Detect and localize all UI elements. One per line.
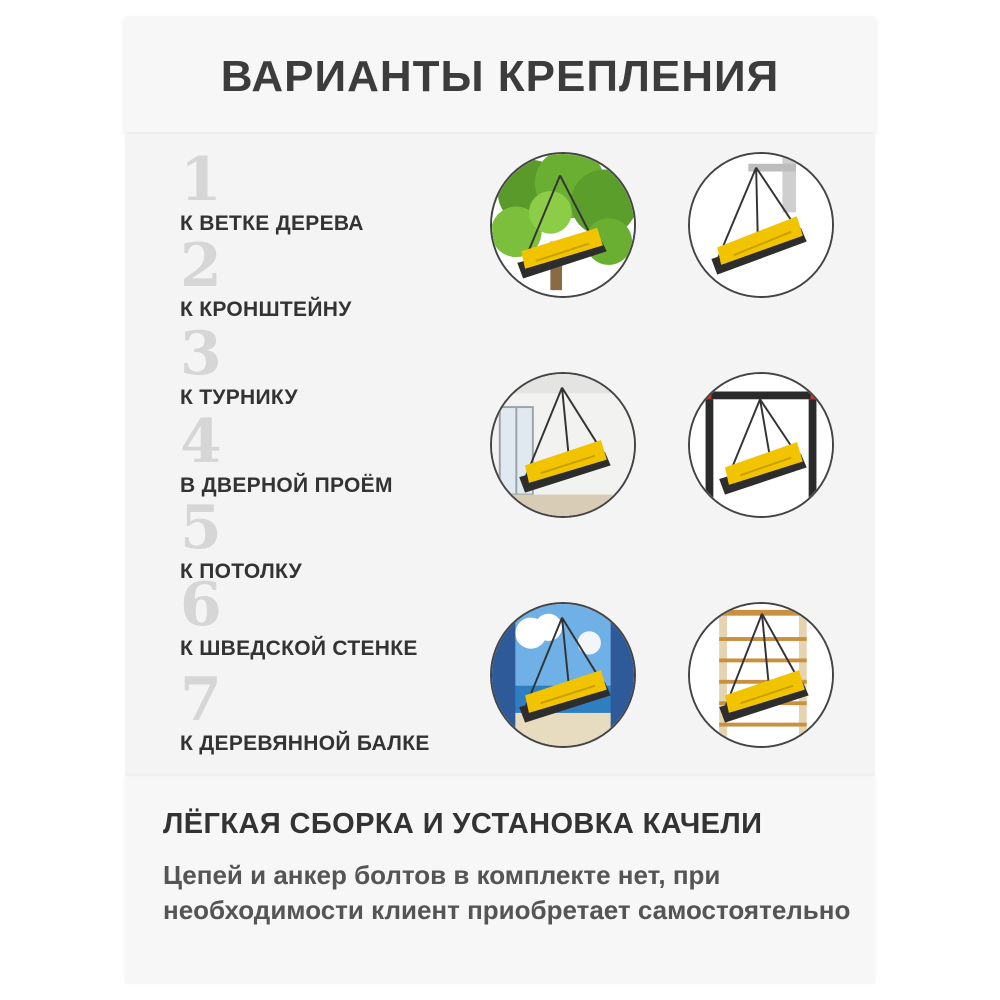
option-5 [180,493,500,584]
option-label: К ВЕТКЕ ДЕРЕВА [180,212,364,235]
option-number: 1 [180,145,222,215]
footer-text: Цепей и анкер болтов в комплекте нет, при необходимости клиент приобретает самостоятельно [163,860,851,925]
sea-view-photo [490,602,636,748]
option-label: К ДЕРЕВЯННОЙ БАЛКЕ [180,732,430,755]
option-label: К ТУРНИКУ [180,386,298,409]
option-4 [180,407,500,498]
option-label: К ШВЕДСКОЙ СТЕНКЕ [180,637,418,660]
option-number: 6 [180,570,222,640]
option-number: 4 [180,407,222,477]
tree-branch-photo [490,152,636,298]
wall-bars-photo [688,602,834,748]
option-7 [180,665,500,756]
option-label: К ПОТОЛКУ [180,560,303,583]
option-2 [180,231,500,322]
option-number: 5 [180,493,222,563]
option-label: В ДВЕРНОЙ ПРОЁМ [180,474,393,497]
option-label: К КРОНШТЕЙНУ [180,298,352,321]
option-1 [180,145,500,236]
page-title: ВАРИАНТЫ КРЕПЛЕНИЯ [220,52,780,101]
ceiling-room-photo [490,372,636,518]
option-number: 3 [180,319,222,389]
footer-title: ЛЁГКАЯ СБОРКА И УСТАНОВКА КАЧЕЛИ [163,808,763,840]
wall-bracket-photo [688,152,834,298]
option-3 [180,319,500,410]
pull-up-bar-photo [688,372,834,518]
option-number: 7 [180,665,222,735]
option-number: 2 [180,231,222,301]
header-card [125,16,875,132]
